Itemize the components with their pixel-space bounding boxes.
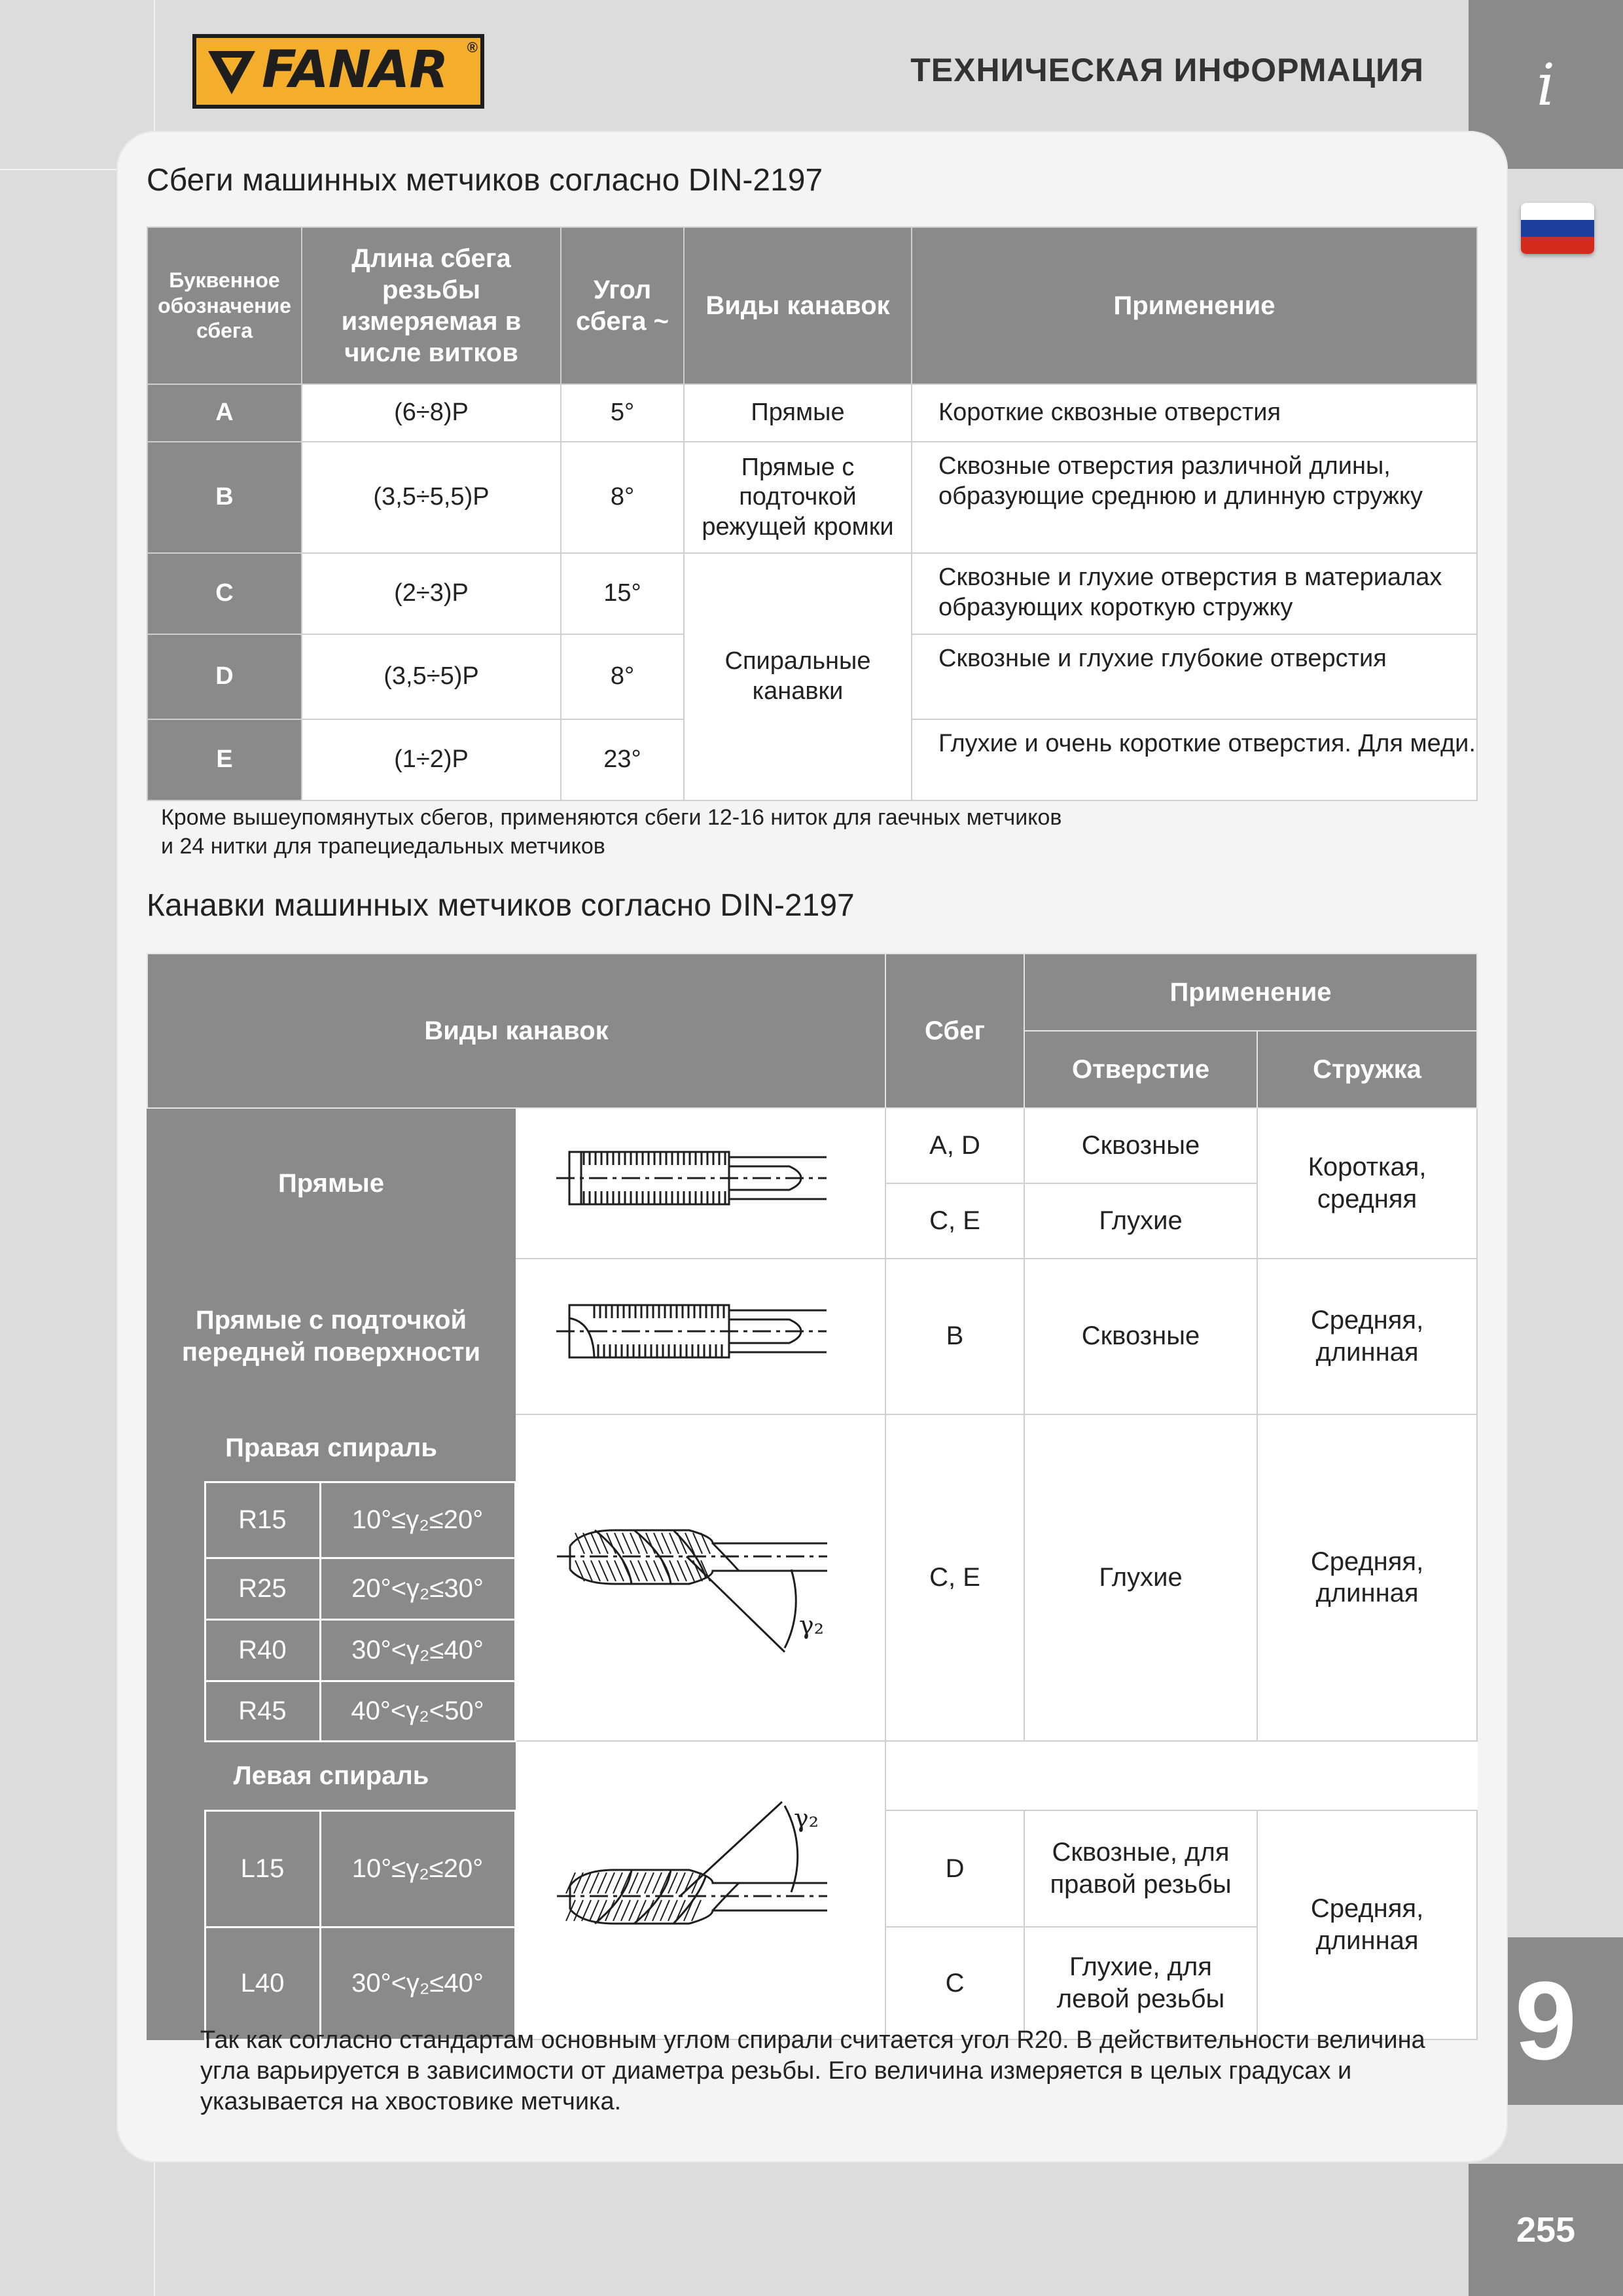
table-row xyxy=(147,1108,1477,1183)
straight-tap-icon xyxy=(516,1109,886,1250)
spiral-hatch xyxy=(630,1560,639,1581)
spiral-hatch xyxy=(607,1560,616,1581)
spiral-hatch xyxy=(605,1873,615,1893)
header-flute-types: Виды канавок xyxy=(147,954,885,1108)
chamfer-length: (3,5÷5,5)P xyxy=(302,442,561,553)
flute-table xyxy=(147,953,1478,2041)
spiral-range: 30°<γ₂≤40° xyxy=(320,1927,515,2039)
chamfer-application: Глухие и очень короткие отверстия. Для меди. xyxy=(912,719,1477,800)
spiral-hatch xyxy=(590,1873,599,1893)
flute-hole: Глухие xyxy=(1024,1414,1257,1742)
spiral-hatch xyxy=(637,1873,646,1893)
straight-point-tap-drawing xyxy=(515,1259,885,1414)
spiral-hatch xyxy=(590,1900,599,1921)
spiral-hatch xyxy=(692,1900,701,1921)
spiral-hatch xyxy=(597,1873,607,1893)
flute-note: Так как согласно стандартам основным углом спирали считается угол R20. В действительности величина угла варьируется в зависимости от диаметра резьбы. Его величина измеряется в целых градусах и указывается на хвостовике метчика. xyxy=(200,2026,1425,2116)
gamma-angle-label: γ₂ xyxy=(793,1804,819,1833)
table-row xyxy=(147,1414,1477,1482)
table-row xyxy=(147,384,1477,442)
flute-chip: Средняя, длинная xyxy=(1257,1259,1477,1414)
spiral-indent xyxy=(147,1482,205,1742)
table-row xyxy=(147,1741,1477,1810)
chamfer-flutes: Прямые с подточкой режущей кромки xyxy=(684,442,912,553)
chamfer-angle: 15° xyxy=(561,553,684,634)
page-number: 255 xyxy=(1516,2210,1576,2250)
table-header-row xyxy=(147,227,1477,384)
spiral-range: 10°≤γ₂≤20° xyxy=(320,1810,515,1927)
chamfer-letter: C xyxy=(147,553,302,634)
spiral-hatch xyxy=(669,1533,679,1554)
header-length: Длина сбега резьбы измеряемая в числе витков xyxy=(302,227,561,384)
straight-tap-drawing xyxy=(515,1108,885,1259)
chamfer-application: Сквозные и глухие глубокие отверстия xyxy=(912,634,1477,719)
flute-chamfer: C, E xyxy=(885,1414,1024,1742)
chamfer-letter: B xyxy=(147,442,302,553)
chamfer-application: Короткие сквозные отверстия xyxy=(912,384,1477,442)
table-row xyxy=(147,1259,1477,1414)
straight-point-tap-icon xyxy=(516,1259,886,1406)
spiral-range: 40°<γ₂<50° xyxy=(320,1681,515,1741)
spiral-hatch xyxy=(652,1873,662,1893)
spiral-hatch xyxy=(668,1900,677,1921)
chamfer-note xyxy=(161,804,1061,861)
spiral-hatch xyxy=(615,1560,624,1581)
flute-chamfer: C xyxy=(885,1927,1024,2039)
table-row xyxy=(147,553,1477,634)
flute-chamfer: A, D xyxy=(885,1108,1024,1183)
flute-chamfer: B xyxy=(885,1259,1024,1414)
flute-chip: Короткая, средняя xyxy=(1257,1108,1477,1259)
spiral-code: L40 xyxy=(205,1927,320,2039)
spiral-hatch xyxy=(662,1560,671,1581)
chamfer-angle: 23° xyxy=(561,719,684,800)
spiral-hatch xyxy=(684,1873,693,1893)
chamfer-length: (6÷8)P xyxy=(302,384,561,442)
header-flutes: Виды канавок xyxy=(684,227,912,384)
brand-name: FANAR xyxy=(262,41,448,99)
chamfer-application: Сквозные отверстия различной длины, образующие среднюю и длинную стружку xyxy=(912,442,1477,553)
section-title-chamfers: Сбеги машинных метчиков согласно DIN-2197 xyxy=(147,163,823,198)
spiral-hatch xyxy=(621,1900,630,1921)
spiral-code: R40 xyxy=(205,1619,320,1681)
right-spiral-tap-icon xyxy=(516,1415,887,1733)
flute-hole: Сквозные xyxy=(1024,1259,1257,1414)
flute-chamfer: D xyxy=(885,1810,1024,1927)
registered-mark: ® xyxy=(467,39,478,56)
spiral-range: 30°<γ₂≤40° xyxy=(320,1619,515,1681)
spiral-range: 20°<γ₂≤30° xyxy=(320,1558,515,1619)
chamfer-angle: 5° xyxy=(561,384,684,442)
flute-type-straight: Прямые xyxy=(147,1108,515,1259)
chamfer-table xyxy=(147,226,1478,801)
spiral-hatch xyxy=(630,1533,639,1554)
spiral-code: R45 xyxy=(205,1681,320,1741)
spiral-hatch xyxy=(583,1560,592,1581)
flute-chip: Средняя, длинная xyxy=(1257,1414,1477,1742)
left-spiral-blank xyxy=(885,1741,1477,1810)
chamfer-length: (1÷2)P xyxy=(302,719,561,800)
flute-hole: Сквозные xyxy=(1024,1108,1257,1183)
spiral-hatch xyxy=(599,1533,608,1554)
section-title-flutes: Канавки машинных метчиков согласно DIN-2197 xyxy=(147,888,855,923)
header-chip: Стружка xyxy=(1257,1031,1477,1108)
spiral-code: L15 xyxy=(205,1810,320,1927)
flute-hole: Глухие, для левой резьбы xyxy=(1024,1927,1257,2039)
flute-hole: Глухие xyxy=(1024,1183,1257,1259)
page-number-tab xyxy=(1469,2164,1623,2296)
flute-chip: Средняя, длинная xyxy=(1257,1810,1477,2039)
spiral-hatch xyxy=(622,1560,632,1581)
spiral-hatch xyxy=(583,1533,592,1554)
spiral-hatch xyxy=(629,1900,638,1921)
note-line: Кроме вышеупомянутых сбегов, применяются сбеги 12-16 ниток для гаечных метчиков xyxy=(161,805,1062,830)
spiral-hatch xyxy=(676,1873,685,1893)
spiral-hatch xyxy=(654,1560,663,1581)
brand-logo xyxy=(192,34,484,109)
left-spiral-tap-icon xyxy=(516,1742,887,2031)
left-spiral-tap-drawing xyxy=(515,1741,885,2039)
header-angle: Угол сбега ~ xyxy=(561,227,684,384)
spiral-hatch xyxy=(582,1900,591,1921)
chamfer-angle: 8° xyxy=(561,442,684,553)
page-header-title: ТЕХНИЧЕСКАЯ ИНФОРМАЦИЯ xyxy=(910,52,1424,88)
spiral-code: R15 xyxy=(205,1482,320,1558)
spiral-hatch xyxy=(677,1560,687,1581)
spiral-hatch xyxy=(645,1873,654,1893)
spiral-hatch xyxy=(622,1533,632,1554)
header-hole: Отверстие xyxy=(1024,1031,1257,1108)
chamfer-application: Сквозные и глухие отверстия в материалах образующих короткую стружку xyxy=(912,553,1477,634)
spiral-hatch xyxy=(638,1533,647,1554)
spiral-hatch xyxy=(591,1533,600,1554)
chamfer-angle: 8° xyxy=(561,634,684,719)
spiral-hatch xyxy=(599,1560,608,1581)
chamfer-letter: D xyxy=(147,634,302,719)
note-line: и 24 нитки для трапециедальных метчиков xyxy=(161,833,605,859)
spiral-hatch xyxy=(574,1873,583,1893)
spiral-hatch xyxy=(591,1560,600,1581)
spiral-hatch xyxy=(605,1900,615,1921)
russian-flag-icon xyxy=(1521,203,1594,254)
flute-chamfer: C, E xyxy=(885,1183,1024,1259)
spiral-hatch xyxy=(638,1560,647,1581)
header-application: Применение xyxy=(1024,954,1477,1031)
header-letter: Буквенное обозначение сбега xyxy=(147,227,302,384)
flute-type-left-spiral: Левая спираль xyxy=(147,1741,515,1810)
info-icon: i xyxy=(1536,50,1556,118)
spiral-hatch xyxy=(645,1900,654,1921)
chamfer-letter: A xyxy=(147,384,302,442)
fanar-v-logo-icon xyxy=(207,47,257,97)
spiral-hatch xyxy=(613,1873,622,1893)
chamfer-letter: E xyxy=(147,719,302,800)
chamfer-flutes: Прямые xyxy=(684,384,912,442)
spiral-hatch xyxy=(669,1560,679,1581)
right-spiral-tap-drawing xyxy=(515,1414,885,1742)
spiral-code: R25 xyxy=(205,1558,320,1619)
header-application: Применение xyxy=(912,227,1477,384)
flute-hole: Сквозные, для правой резьбы xyxy=(1024,1810,1257,1927)
flute-type-straight-point: Прямые с подточкой передней поверхности xyxy=(147,1259,515,1414)
spiral-hatch xyxy=(662,1533,671,1554)
spiral-hatch xyxy=(646,1560,655,1581)
chamfer-length: (3,5÷5)P xyxy=(302,634,561,719)
table-row xyxy=(147,442,1477,553)
spiral-indent xyxy=(147,1810,205,2039)
spiral-hatch xyxy=(693,1533,702,1554)
gamma-angle-label: γ₂ xyxy=(798,1610,824,1640)
header-chamfer: Сбег xyxy=(885,954,1024,1108)
chapter-number: 9 xyxy=(1514,1959,1577,2083)
spiral-range: 10°≤γ₂≤20° xyxy=(320,1482,515,1558)
flute-type-right-spiral: Правая спираль xyxy=(147,1414,515,1482)
chamfer-flutes: Спиральные канавки xyxy=(684,553,912,800)
spiral-hatch xyxy=(660,1900,669,1921)
chamfer-length: (2÷3)P xyxy=(302,553,561,634)
